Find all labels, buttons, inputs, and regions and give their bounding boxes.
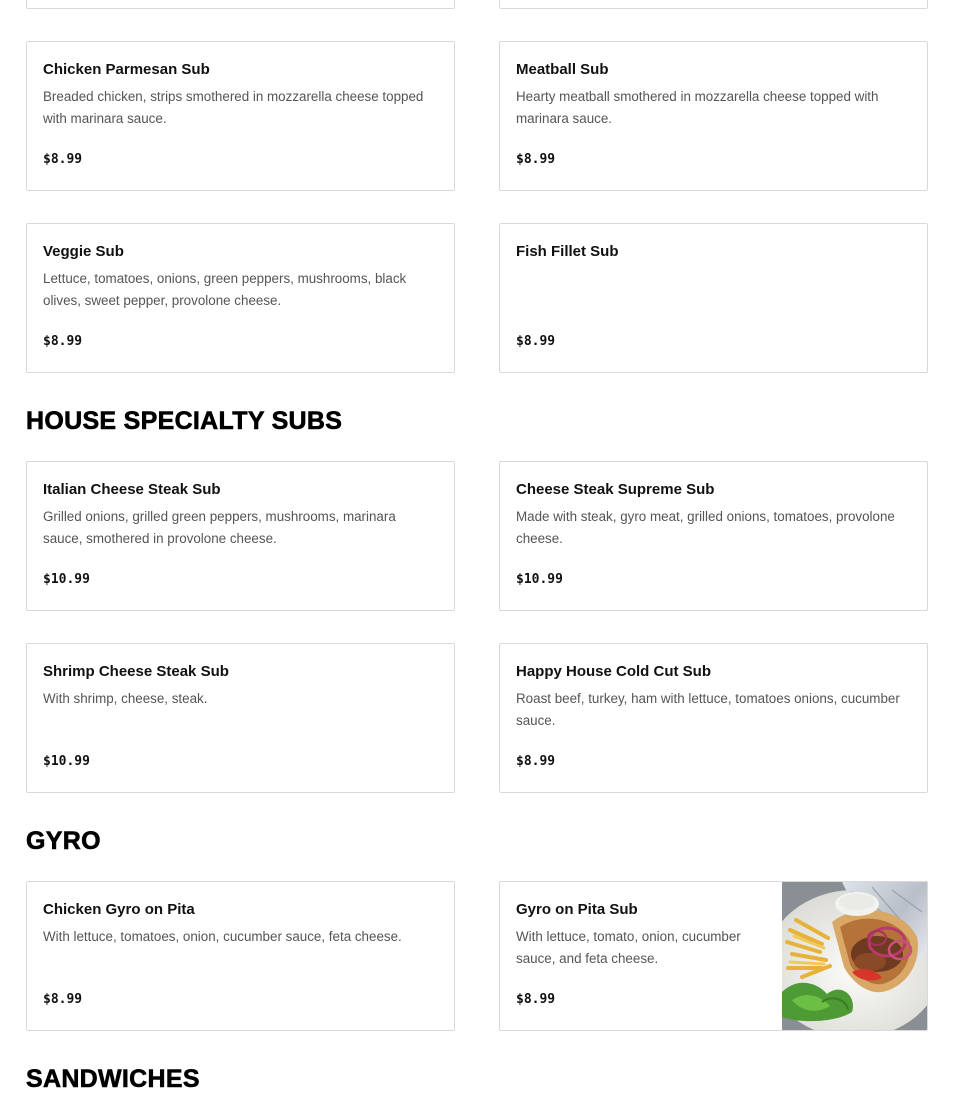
menu-item-happy-house-cold-cut-sub[interactable] — [499, 643, 928, 793]
menu-item-name: Italian Cheese Steak Sub — [43, 481, 221, 498]
menu-item-card-partial-left[interactable] — [26, 0, 455, 9]
menu-item-gyro-on-pita-sub[interactable] — [499, 881, 928, 1031]
menu-item-name: Cheese Steak Supreme Sub — [516, 481, 715, 498]
menu-item-body — [43, 60, 438, 190]
menu-item-description: Lettuce, tomatoes, onions, green peppers, mushrooms, black olives, sweet pepper, provolone cheese. — [43, 271, 407, 308]
menu-item-price: $8.99 — [516, 152, 556, 167]
menu-item-fish-fillet-sub[interactable] — [499, 223, 928, 373]
menu-item-price: $8.99 — [43, 152, 83, 167]
menu-item-body — [516, 242, 911, 372]
menu-item-description: With shrimp, cheese, steak. — [43, 691, 208, 706]
menu-item-price: $8.99 — [43, 334, 83, 349]
menu-item-italian-cheese-steak-sub[interactable] — [26, 461, 455, 611]
section-title-sandwiches: SANDWICHES — [26, 1065, 200, 1093]
section-title-gyro: GYRO — [26, 827, 101, 855]
menu-item-price: $8.99 — [516, 334, 556, 349]
menu-item-shrimp-cheese-steak-sub[interactable] — [26, 643, 455, 793]
menu-item-description: Roast beef, turkey, ham with lettuce, tomatoes onions, cucumber sauce. — [516, 691, 900, 728]
menu-item-card-partial-right[interactable] — [499, 0, 928, 9]
menu-item-name: Meatball Sub — [516, 61, 609, 78]
gyro-photo[interactable] — [782, 882, 927, 1030]
menu-item-description: Grilled onions, grilled green peppers, mushrooms, marinara sauce, smothered in provolone cheese. — [43, 509, 396, 546]
menu-item-name: Veggie Sub — [43, 243, 124, 260]
menu-item-description: Made with steak, gyro meat, grilled onions, tomatoes, provolone cheese. — [516, 509, 895, 546]
menu-item-cheese-steak-supreme-sub[interactable] — [499, 461, 928, 611]
menu-item-description: With lettuce, tomatoes, onion, cucumber sauce, feta cheese. — [43, 929, 402, 944]
gyro-photo-graphic — [782, 882, 927, 1030]
menu-item-body — [43, 480, 438, 610]
section-title-house-specialty-subs: HOUSE SPECIALTY SUBS — [26, 407, 343, 435]
menu-item-body — [43, 662, 438, 792]
menu-item-chicken-parmesan-sub[interactable] — [26, 41, 455, 191]
menu-item-chicken-gyro-on-pita[interactable] — [26, 881, 455, 1031]
menu-item-price: $10.99 — [43, 572, 90, 587]
menu-item-description: Hearty meatball smothered in mozzarella cheese topped with marinara sauce. — [516, 89, 879, 126]
menu-item-name: Chicken Parmesan Sub — [43, 61, 210, 78]
menu-item-meatball-sub[interactable] — [499, 41, 928, 191]
menu-item-price: $10.99 — [43, 754, 90, 769]
menu-item-body — [516, 480, 911, 610]
menu-item-body — [516, 60, 911, 190]
menu-item-name: Gyro on Pita Sub — [516, 901, 638, 918]
menu-item-body — [516, 900, 767, 1030]
menu-item-body — [43, 242, 438, 372]
menu-item-price: $8.99 — [43, 992, 83, 1007]
menu-item-price: $8.99 — [516, 992, 556, 1007]
menu-item-body — [516, 662, 911, 792]
menu-item-veggie-sub[interactable] — [26, 223, 455, 373]
menu-item-body — [43, 900, 438, 1030]
menu-item-description: With lettuce, tomato, onion, cucumber sauce, and feta cheese. — [516, 929, 741, 966]
menu-item-price: $8.99 — [516, 754, 556, 769]
menu-item-name: Chicken Gyro on Pita — [43, 901, 195, 918]
menu-item-price: $10.99 — [516, 572, 563, 587]
menu-item-name: Fish Fillet Sub — [516, 243, 619, 260]
menu-item-name: Shrimp Cheese Steak Sub — [43, 663, 229, 680]
menu-item-description: Breaded chicken, strips smothered in mozzarella cheese topped with marinara sauce. — [43, 89, 424, 126]
menu-item-name: Happy House Cold Cut Sub — [516, 663, 711, 680]
